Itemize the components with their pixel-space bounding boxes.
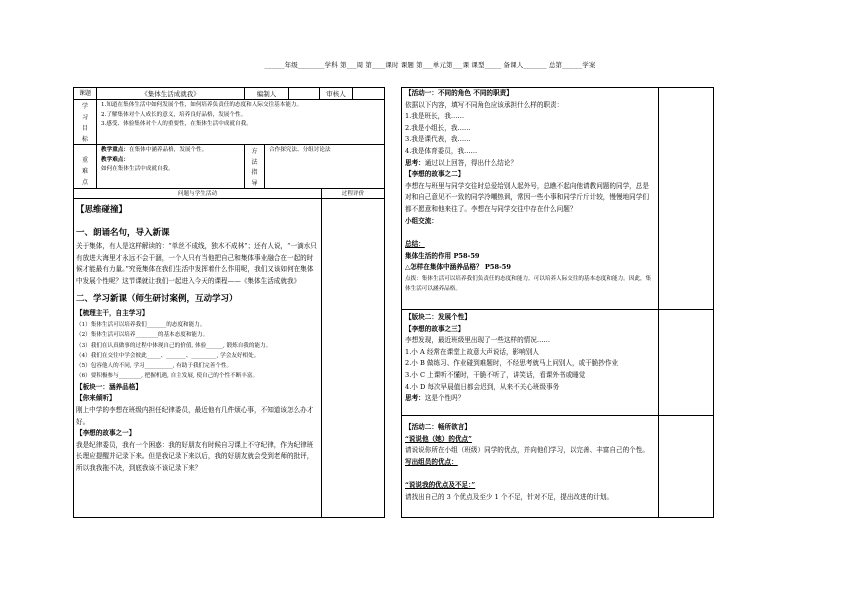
section-new-lesson: 二、学习新课（师生研讨案例，互动学习） [76, 294, 238, 305]
listen-paragraph: 刚上中学的李想在班级内担任纪律委员，最近他有几件烦心事，不知道该怎么办才好。 [76, 405, 314, 426]
self-assessment-instruction: 请找出自己的 3 个优点及至少 1 个不足，针对不足，提出改进的计划。 [405, 492, 613, 501]
key-text: 在集体中涵养品格，发展个性。 [128, 147, 208, 153]
case-item: 1.小 A 经常在课堂上故意大声说话，影响别人 [405, 347, 539, 356]
fill-blank-item: （1）集体生活可以培养我们_______的态度和能力。 [76, 321, 206, 328]
role-item: 3.我是课代表，我…… [405, 135, 471, 144]
role-item: 2.我是小组长，我…… [405, 123, 471, 132]
objective-item: 1.知道在集体生活中如何发展个性，如何培养负责任的态度和人际交往基本能力。 [101, 102, 303, 108]
fill-blank-item: （3）我们在认真做事的过程中体现自己的价值, 体验______, 锻炼自我的能力。 [76, 342, 272, 349]
summary-note: 点拨：集体生活可以培养我们负责任的态度和能力。可以培养人际交往的基本态度和能力。因此，集体生活可以涵养品格。 [405, 275, 652, 293]
story-three-intro: 李想发现，最近班级里出现了一些这样的情况…… [405, 336, 551, 345]
activity-two-title: 【活动二：畅所欲言】 [405, 423, 471, 431]
right-separator [401, 415, 714, 416]
right-block-activity-two [405, 422, 655, 504]
left-body-divider [321, 198, 322, 518]
right-separator [401, 309, 714, 310]
activity-one-instruction: 依据以下内容，填写不同角色应该承担什么样的职责： [405, 100, 564, 109]
right-block-personality [405, 312, 655, 405]
case-item: 4.小 D 每次早晨值日都会迟到，从来不关心班级事务 [405, 382, 560, 391]
story-three-title: 【李想的故事之三】 [405, 324, 465, 333]
topic-label: 课题 [73, 87, 97, 100]
difficulty-title: 教学难点： [101, 156, 129, 163]
fill-blank-item: （4）我们在交往中学会彼此_____、_______、_________, 学会友好相处。 [76, 352, 260, 359]
think-one-text: 通过以上回答，得出什么结论？ [424, 158, 518, 167]
editor-label: 编制人 [244, 87, 289, 100]
right-block-activity-one [405, 88, 655, 295]
right-body-divider [658, 87, 659, 518]
lesson-title: 《集体生活成就我》 [96, 87, 245, 100]
method-label: 方法指导 [244, 144, 265, 189]
fill-blank-item: （5）包容他人的不同, 学习__________, 有助于我们完善个性。 [76, 363, 233, 370]
objective-item: 2.了解集体对个人成长的意义，培养良好品格，发展个性。 [101, 111, 247, 118]
section-recite-quotes: 一、朗诵名句，导入新课 [76, 228, 170, 238]
block-one-title: 【板块一：涵养品格】 [76, 382, 142, 391]
key-title: 教学重点： [101, 147, 129, 153]
case-item: 2.小 B 做练习、作业碰到难题时，不经思考就马上问别人，或干脆抄作业 [405, 359, 619, 368]
fill-blank-list [76, 320, 319, 382]
block-two-title: 【版块二：发展个性】 [405, 313, 471, 321]
self-study-title: 【梳理主干，自主学习】 [76, 309, 149, 318]
story-two-title: 【李想的故事之二】 [405, 170, 465, 179]
story-two-paragraph: 李想在与班里与同学交往时总爱给别人起外号，总瞧不起向他请教问题的同学，总是对和自己意见不一致的同学冷嘲热讽，常因一些小事和同学斤斤计较，慢慢地同学们都不愿意和他来往了。李想在与同学交往中存在什么问题？ [405, 181, 649, 213]
strengths-text [405, 445, 655, 468]
strengths-prompt: “说说他（她）的优点” [405, 434, 472, 443]
role-item: 1.我是班长，我…… [405, 112, 465, 121]
objectives-label: 学习目标 [73, 99, 97, 145]
keypoints-content [96, 144, 245, 189]
keypoints-label: 重难点 [73, 144, 97, 189]
lesson-header: ______年级________学科 第___周 第____课时 课题 第___单元第___课 课型_____ 备课人_______ 总第______学案 [264, 61, 596, 69]
objectives-list [96, 99, 385, 145]
story-one-paragraph: 我是纪律委员，我有一个困惑：我的好朋友有时候自习课上不守纪律，作为纪律班长理应提醒并记录下来。但是我记录下来以后，我的好朋友就会受到老师的批评，所以我我拖不决，到底我该不该记录下来？ [76, 440, 314, 472]
summary-item-two: △怎样在集体中涵养品格？ P58-59 [405, 263, 511, 272]
self-assessment-prompt: “说说我的优点及不足：” [405, 481, 476, 490]
evaluation-column-header: 过程评价 [321, 188, 385, 199]
think-two-text: 这是个性吗？ [424, 394, 465, 403]
intro-paragraph: 关于集体，有人是这样解读的：“单丝不成线，独木不成林”；还有人说，“一滴水只有放进大海里才永远不会干涸，一个人只有当他把自己和集体事业融合在一起的时候才能最有力量。”究竟集体在我们生活中发挥着什么作用呢，我们又该如何在集体中发展个性呢？这节课就让我们一起进入今天的课程——《集体生活成就我》 [76, 242, 317, 285]
activity-column-header: 问题与学生活动 [73, 188, 322, 199]
method-text: 合作探究法、分组讨论法 [264, 144, 385, 189]
reviewer-label: 审核人 [319, 87, 353, 100]
story-one-title: 【李想的故事之一】 [76, 429, 136, 438]
think-two-label: 思考： [405, 394, 425, 403]
objective-item: 3.感受、体验集体对个人的重要性，在集体生活中成就自我。 [101, 121, 252, 127]
role-item: 4.我是体育委员，我…… [405, 146, 478, 155]
group-discussion-label: 小组交流： [405, 216, 438, 225]
summary-item-one: 集体生活的作用 P58-59 [405, 251, 480, 260]
section-thinking-collision: 【思维碰撞】 [76, 205, 128, 215]
write-strengths-label: 写出组员的优点： [405, 457, 458, 466]
strengths-instruction: 请说说你所在小组（班级）同学的优点，并向他们学习，以完善、丰富自己的个性。 [405, 446, 649, 455]
activity-one-title: 【活动一：不同的角色 不同的职责】 [405, 89, 513, 97]
case-item: 3.小 C 上课听不懂时，干脆不听了，讲笑话，看课外书或睡觉 [405, 370, 586, 379]
listen-title: 【你来倾听】 [76, 394, 116, 403]
think-one-label: 思考： [405, 158, 425, 167]
difficulty-text: 如何在集体生活中成就自我。 [101, 166, 174, 172]
summary-label: 总结： [405, 240, 425, 249]
left-body [76, 200, 319, 475]
fill-blank-item: （2）集体生活可以培养________的基本态度和能力。 [76, 332, 209, 339]
fill-blank-item: （6）要积极参与________, 把握机遇, 自主发展, 使自己的个性不断丰富。 [76, 373, 259, 380]
